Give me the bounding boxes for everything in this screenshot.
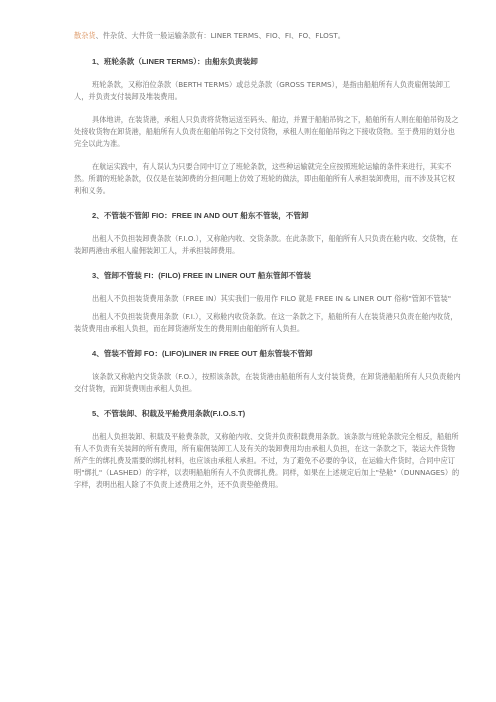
body-paragraph: 出租人负担装卸、积载及平舱费条款，又称舱内收、交货并负责积载费用条款。该条款与班轮条款完全相反，船舶所有人不负责有关装卸的所有费用，所有雇佣装卸工人及有关的装卸费用均由承租人负担，在这一条款之下，装运大件货物所产生的绑扎费及需要的绑扎材料，也应该由承租人承担。不过，为了避免不必要的争议，在运输大件货时，合同中应订明"绑扎"（LASHED）的字样，以表明船舶所有人不负责绑扎费。同样，如果在上述规定后加上"垫舱"（DUNNAGES）的字样，表明出租人除了不负责上述费用之外，还不负责垫舱费用。: [74, 432, 460, 489]
section-fo: [74, 348, 462, 395]
body-paragraph: 出租人不负担装货费用条款（F.I.），又称舱内收货条款。在这一条款之下，船舶所有人在装货港只负责在舱内收货，装货费用由承租人负担，而在卸货港所发生的费用则由船舶所有人负担。: [74, 312, 458, 333]
section-heading: 1、班轮条款（LINER TERMS）：由船东负责装卸: [92, 57, 258, 66]
section-liner-terms: [74, 56, 462, 197]
body-paragraph: 班轮条款，又称泊位条款（BERTH TERMS）或总兑条款（GROSS TERMS），是指由船舶所有人负责雇佣装卸工人，并负责支付装卸及堆装费用。: [74, 80, 451, 101]
section-heading: 4、管装不管卸 FO：(LIFO)LINER IN FREE OUT 船东管装不管卸: [92, 349, 313, 358]
body-paragraph: 具体地讲，在装货港，承租人只负责将货物运送至码头、船边，并置于船舶吊钩之下，船舶所有人则在船舶吊钩及之处接收货物在卸货港，船舶所有人负责在船舶吊钩之下交付货物，承租人则在船舶吊钩之下接收货物。至于费用的划分也完全以此为准。: [74, 115, 459, 148]
section-heading: 3、管卸不管装 FI：(FILO) FREE IN LINER OUT 船东管卸不管装: [92, 271, 311, 280]
body-paragraph: 该条款又称舱内交货条款（F.O.），按照该条款，在装货港由船舶所有人支付装货费，在卸货港船舶所有人只负责舱内交付货物，而卸货费则由承租人负担。: [74, 372, 461, 393]
body-paragraph: 出租人不负担装货费用条款（FREE IN）其实我们一般用作 FILO 就是 FREE IN & LINER OUT 俗称"管卸不管装": [92, 294, 452, 303]
section-fio: [74, 210, 462, 257]
intro-text: 、件杂货、大件货一般运输条款有：LINER TERMS、FIO、FI、FO、FLOST。: [95, 31, 345, 40]
intro-lead-text: 散杂货: [74, 31, 96, 40]
section-fiost: [74, 408, 462, 491]
intro-paragraph: [74, 30, 462, 42]
body-paragraph: 在航运实践中，有人误认为只要合同中订立了班轮条款，这些种运输就完全应按照班轮运输的条件来进行，其实不然。所谓的班轮条款，仅仅是在装卸费的分担问题上仿效了班轮的做法，即由船舶所有人承担装卸费用，而不涉及其它权利和义务。: [74, 162, 455, 195]
section-heading: 5、不管装卸、积载及平舱费用条款(F.I.O.S.T): [92, 409, 246, 418]
section-heading: 2、不管装不管卸 FIO：FREE IN AND OUT 船东不管装，不管卸: [92, 211, 309, 220]
section-fi: [74, 270, 462, 335]
body-paragraph: 出租人不负担装卸费条款（F.I.O.），又称舱内收、交货条款。在此条款下，船舶所有人只负责在舱内收、交货物，在装卸两港由承租人雇佣装卸工人，并承担装卸费用。: [74, 234, 458, 255]
